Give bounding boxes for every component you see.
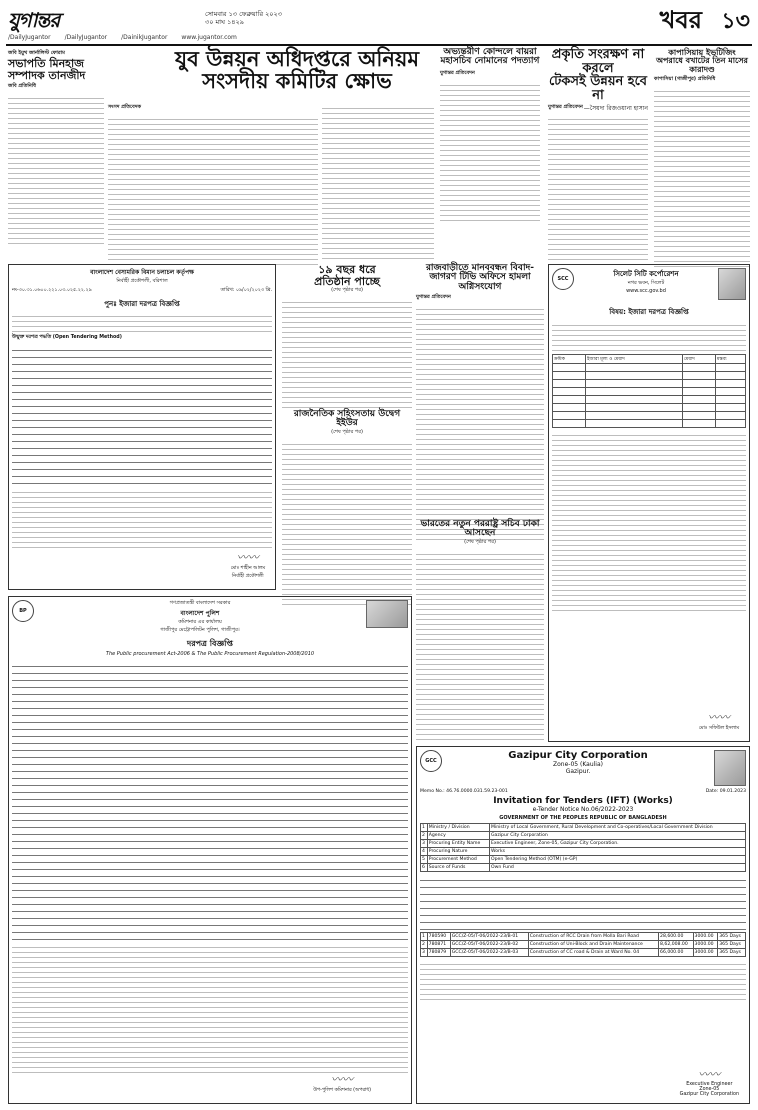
story-body — [8, 94, 104, 244]
story-right-lead-body: যুগান্তর প্রতিবেদন — [548, 104, 648, 265]
story-left-short: জবি ইয়ুথ জার্নালিস্ট ফোরাম সভাপতি মিনহাজ সম্পাদক তানজীদ জবি প্রতিনিধি — [8, 50, 104, 244]
gcc-signature: 〰〰 — [698, 1068, 721, 1081]
story-middle-4: ভারতের নতুন পররাষ্ট্র সচিব ঢাকা আসছেন (শেষ পৃষ্ঠার পর) — [416, 520, 544, 740]
caab-signature: 〰〰 — [236, 551, 259, 564]
gazipur-tender-ad: GCC Gazipur City Corporation Zone-05 (Kaulia) Gazipur. Memo No.: 46.76.0000.031.59.23-001 Date: 09.01.2023 Invitation for Tenders (IFT) (Works) e-Tender Notice No.06/2022-2023 GOVERNMENT OF THE PEOPLES REPUBLIC OF BANGLADESH 1 Ministry / Division Ministry of Local Government, Rural Development and Co-operatives/Local Government Division 2 Agency Gazipur City Corporation 3 Procuring Entity Name Executive Engineer, Zone-05, Gazipur City Corporation. 4 Procuring Nature Works 5 Procurement Method Open Tendering Method (OTM) (e-GP) 6 Source of Funds Own Fund 1 780590 GCC/Z-05/T-06/2022-23/B-01 Construction of RCC Drain from Molla Bari Road 28,600.00 3000.00 365 Days 2 780871 GCC/Z-05/T-06/2022-23/B-02 Construction of Uni-Block and Drain Maintenance 8,62,008.00 3000.00 365 Days 3 780879 GCC/Z-05/T-06/2022-23/B-03 Construction of CC road & Drain at Ward No. 04 66,000.00 3000.00 365 Days 〰〰 Executive Engineer Zone-05 Gazipur City Corporation — [416, 746, 750, 1104]
police-signature: 〰〰 — [331, 1073, 354, 1086]
social-links — [8, 34, 750, 41]
story-middle-1: ১৯ বছর ধরে প্রতিষ্ঠান পাচ্ছে (শেষ পৃষ্ঠার পর) — [282, 264, 412, 408]
facebook-link[interactable]: /DailyJugantor — [8, 34, 51, 41]
section-title: খবর — [659, 5, 702, 34]
story-right-lead: প্রকৃতি সংরক্ষণ না করলে টেকসই উন্নয়ন হবে না —সৈয়দা রিজওয়ানা হাসান — [548, 47, 648, 112]
portrait-photo-gcc — [714, 750, 746, 786]
caab-tender-ad: বাংলাদেশ বেসামরিক বিমান চলাচল কর্তৃপক্ষ নির্বাহী প্রকৌশলী, বরিশাল নং-৩০.৩১.০৬০০.২২১.০৩.০২৫.২২.২৯ তারিখ: ০৯/০২/২০২৩ খ্রি. পুনঃ ইজারা দরপত্র বিজ্ঞপ্তি উন্মুক্ত দরপত্র পদ্ধতি (Open Tendering Method) 〰〰 মোঃ শাহীন আলম নির্বাহী প্রকৌশলী — [8, 264, 276, 590]
story-lead: যুব উন্নয়ন অধিদপ্তরে অনিয়ম সংসদীয় কমিটির ক্ষোভ — [175, 46, 419, 94]
gcc-info-table: 1 Ministry / Division Ministry of Local Government, Rural Development and Co-operatives/Local Government Division 2 Agency Gazipur City Corporation 3 Procuring Entity Name Executive Engineer, Zone-05, Gazipur City Corporation. 4 Procuring Nature Works 5 Procurement Method Open Tendering Method (OTM) (e-GP) 6 Source of Funds Own Fund — [420, 823, 746, 872]
portrait-photo — [718, 268, 746, 300]
youtube-link[interactable]: /DainikJugantor — [121, 34, 168, 41]
sylhet-lease-table: ক্রমিক ইজারা মূল্য ও মেয়াদ মেয়াদ মন্তব্য — [552, 354, 746, 428]
sylhet-tender-ad: SCC সিলেট সিটি কর্পোরেশন নগর ভবন, সিলেট www.scc.gov.bd বিষয়: ইজারা দরপত্র বিজ্ঞপ্তি ক্রমিক ইজারা মূল্য ও মেয়াদ মেয়াদ মন্তব্য 〰〰 মোঃ সফিউল ইসলাম — [548, 264, 750, 742]
website-link[interactable]: www.jugantor.com — [181, 34, 237, 41]
story-lead-side: অভ্যন্তরীণ কোন্দলে বায়রা মহাসচিব নোমানের পদত্যাগ যুগান্তর প্রতিবেদন — [440, 48, 540, 221]
story-middle-3: রাজনৈতিক সহিংসতায় উদ্বেগ ইইউর (শেষ পৃষ্ঠার পর) — [282, 410, 412, 605]
police-tender-ad: BP গণপ্রজাতন্ত্রী বাংলাদেশ সরকার বাংলাদেশ পুলিশ কমিশনার এর কার্যালয় গাজীপুর মেট্রোপলিটন পুলিশ, গাজীপুর। দরপত্র বিজ্ঞপ্তি The Public procurement Act-2006 & The Public Procurement Regulation-2008/2010 〰〰 উপ-পুলিশ কমিশনার (অপরাধ) — [8, 596, 412, 1104]
gcc-lot-table: 1 780590 GCC/Z-05/T-06/2022-23/B-01 Construction of RCC Drain from Molla Bari Road 28,600.00 3000.00 365 Days 2 780871 GCC/Z-05/T-06/2022-23/B-02 Construction of Uni-Block and Drain Maintenance 8,62,008.00 3000.00 365 Days 3 780879 GCC/Z-05/T-06/2022-23/B-03 Construction of CC road & Drain at Ward No. 04 66,000.00 3000.00 365 Days — [420, 932, 746, 957]
masthead-logo: যুগান্তর — [8, 8, 60, 32]
gcc-logo-icon: GCC — [420, 750, 442, 772]
sylhet-signature: 〰〰 — [707, 711, 730, 724]
page-number: ১৩ — [721, 8, 750, 34]
twitter-link[interactable]: /DailyJugantor — [64, 34, 108, 41]
story-middle-2: রাজবাড়ীতে মানববন্ধন বিবাদ-জাগরণ টিভি অফিসে হামলা অগ্নিসংযোগ যুগান্তর প্রতিবেদন — [416, 264, 544, 541]
police-logo-icon: BP — [12, 600, 34, 622]
sylhet-website-link[interactable]: www.scc.gov.bd — [626, 288, 666, 294]
story-lead-body: সংসদ প্রতিবেদক — [108, 104, 318, 265]
story-far-right: কাপাসিয়ায় ইভটিজিং অপরাধে বখাটের তিন মাসের কারাদণ্ড কাপাসিয়া (গাজীপুর) প্রতিনিধি — [654, 48, 750, 267]
story-lead-col-2 — [322, 104, 434, 260]
sylhet-logo-icon: SCC — [552, 268, 574, 290]
dateline: সোমবার ১৩ ফেব্রুয়ারি ২০২৩ ৩০ মাঘ ১৪২৯ — [205, 10, 282, 26]
mujib-banner-image — [366, 600, 408, 628]
